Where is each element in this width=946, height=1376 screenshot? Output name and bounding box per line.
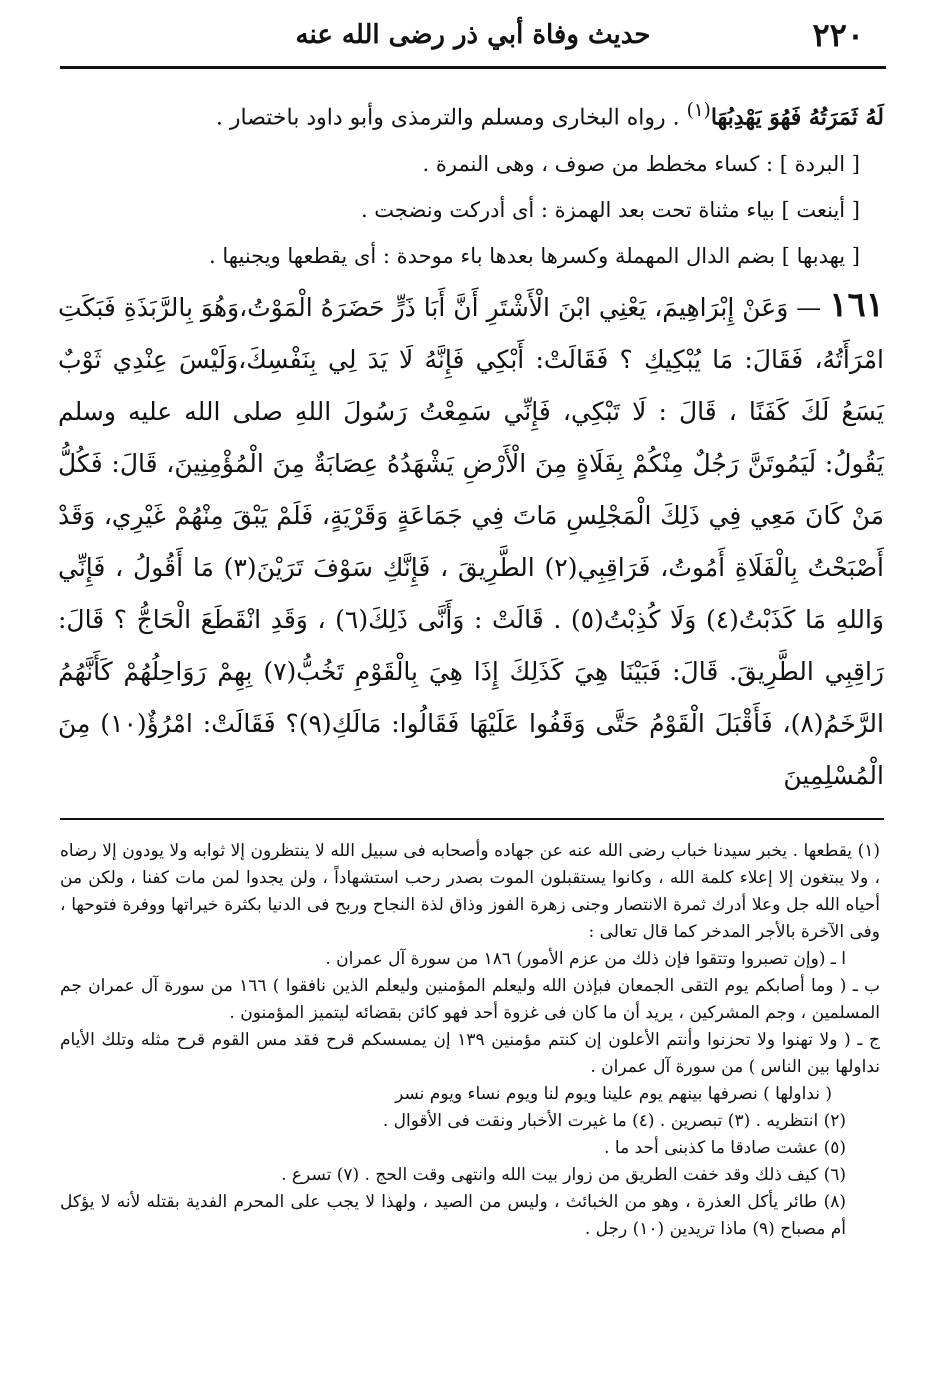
hadith-paragraph: [58, 279, 884, 802]
footnote-1: (١) يقطعها . يخبر سيدنا خباب رضى الله عنه عن جهاده وأصحابه فى سبيل الله لا ينتظرون إلا ثوابه ولا يودون إلا رضاه ، ولا يبتغون إلا إعلاء كلمة الله ، وكانوا يستقبلون الموت بصدر رحب استشهاداً ، ولن يجدوا لمن مات كفنا ، ولكن من أحياه الله جل وعلا أدرك ثمرة الانتصار وجنى زهرة الفوز وذاق لذة النجاح وربح فى الدنيا بكثرة خيراتها ووفرة فتوحها ، وفى الآخرة بالأجر المدخر كما قال تعالى :: [60, 841, 880, 942]
footnote-1-a: ا ـ (وإن تصبروا وتتقوا فإن ذلك من عزم الأمور) ١٨٦ من سورة آل عمران .: [325, 949, 846, 969]
footnotes: [60, 838, 880, 1243]
definition-aynaat: [ أينعت ] بياء مثناة تحت بعد الهمزة : أى أدركت ونضجت .: [360, 198, 860, 223]
header-rule: [60, 66, 886, 69]
intro-rest: . رواه البخارى ومسلم والترمذى وأبو داود باختصار .: [215, 105, 687, 131]
intro-vocalized: لَهُ ثَمَرَتُهُ فَهُوَ يَهْدِبُهَا: [710, 104, 884, 131]
footnote-2-4: (٢) انتظريه . (٣) تبصرين . (٤) ما غيرت الأخبار ونقت فى الأقوال .: [382, 1111, 846, 1131]
page-header: [60, 10, 886, 60]
footnote-separator: [60, 818, 884, 820]
hadith-number: ١٦١: [829, 285, 884, 326]
definition-burda: [ البردة ] : كساء مخطط من صوف ، وهى النمرة .: [422, 152, 860, 177]
hadith-text: — وَعَنْ إِبْرَاهِيمَ، يَعْنِي ابْنَ الْأَشْتَرِ أَنَّ أَبَا ذَرٍّ حَضَرَهُ الْمَوْتُ،وَهُوَ بِالرَّبَذَةِ فَبَكَتِ امْرَأَتُهُ، فَقَالَ: مَا يُبْكِيكِ ؟ فَقَالَتْ: أَبْكِي فَإِنَّهُ لَا يَدَ لِي بِنَفْسِكَ،وَلَيْسَ عِنْدِي ثَوْبٌ يَسَعُ لَكَ كَفَنًا ، قَالَ : لَا تَبْكِي، فَإِنِّي سَمِعْتُ رَسُولَ اللهِ صلى الله عليه وسلم يَقُولُ: لَيَمُوتَنَّ رَجُلٌ مِنْكُمْ بِفَلَاةٍ مِنَ الْأَرْضِ يَشْهَدُهُ عِصَابَةٌ مِنَ الْمُؤْمِنِينَ، قَالَ: فَكُلُّ مَنْ كَانَ مَعِي فِي ذَلِكَ الْمَجْلِسِ مَاتَ فِي جَمَاعَةٍ وَقَرْيَةٍ، فَلَمْ يَبْقَ مِنْهُمْ غَيْرِي، وَقَدْ أَصْبَحْتُ بِالْفَلَاةِ أَمُوتُ، فَرَاقِبِي(٢) الطَّرِيقَ ، فَإِنَّكِ سَوْفَ تَرَيْنَ(٣) مَا أَقُولُ ، فَإِنِّي وَاللهِ مَا كَذَبْتُ(٤) وَلَا كُذِبْتُ(٥) . قَالَتْ : وَأَنَّى ذَلِكَ(٦) ، وَقَدِ انْقَطَعَ الْحَاجُّ ؟ قَالَ: رَاقِبِي الطَّرِيقَ. قَالَ: فَبَيْنَا هِيَ كَذَلِكَ إِذَا هِيَ بِالْقَوْمِ تَخُبُّ(٧) بِهِمْ رَوَاحِلُهُمْ كَأَنَّهُمُ الرَّخَمُ(٨)، فَأَقْبَلَ الْقَوْمُ حَتَّى وَقَفُوا عَلَيْهَا فَقَالُوا: مَالَكِ(٩)؟ فَقَالَتْ: امْرُؤٌ(١٠) مِنَ الْمُسْلِمِينَ: [58, 293, 884, 791]
main-text: [58, 88, 884, 802]
footnote-5: (٥) عشت صادقا ما كذبنى أحد ما .: [604, 1138, 846, 1158]
footnote-verse: ( نداولها ) نصرفها بينهم يوم علينا ويوم لنا ويوم نساء ويوم نسر: [395, 1084, 832, 1104]
definition-yahdibuha: [ يهدبها ] بضم الدال المهملة وكسرها بعدها باء موحدة : أى يقطعها ويجنيها .: [209, 244, 860, 269]
running-title: حديث وفاة أبي ذر رضى الله عنه: [295, 20, 651, 50]
page-number: ٢٢٠: [812, 16, 864, 54]
footnote-1-b: ب ـ ( وما أصابكم يوم التقى الجمعان فبإذن الله وليعلم المؤمنين وليعلم الذين نافقوا ) ١٦٦ من سورة آل عمران جم المسلمين ، وجم المشركين ، يريد أن ما كان فى غزوة أحد فهو كائن بقضائه ليتميز المؤمنون .: [60, 976, 881, 1023]
intro-ref: (١): [686, 100, 711, 121]
footnote-1-c: ج ـ ( ولا تهنوا ولا تحزنوا وأنتم الأعلون إن كنتم مؤمنين ١٣٩ إن يمسسكم قرح فقد مس القوم قرح مثله وتلك الأيام نداولها بين الناس ) من سورة آل عمران .: [60, 1030, 880, 1077]
intro-line: [58, 88, 884, 141]
footnote-6-7: (٦) كيف ذلك وقد خفت الطريق من زوار بيت الله وانتهى وقت الحج . (٧) تسرع .: [281, 1165, 846, 1185]
footnote-8-10: (٨) طائر يأكل العذرة ، وهو من الخبائث ، وليس من الصيد ، ولهذا لا يجب على المحرم الفدية بقتله لأنه لا يؤكل أم مصباح (٩) ماذا تريدين (١٠) رجل .: [60, 1192, 846, 1239]
